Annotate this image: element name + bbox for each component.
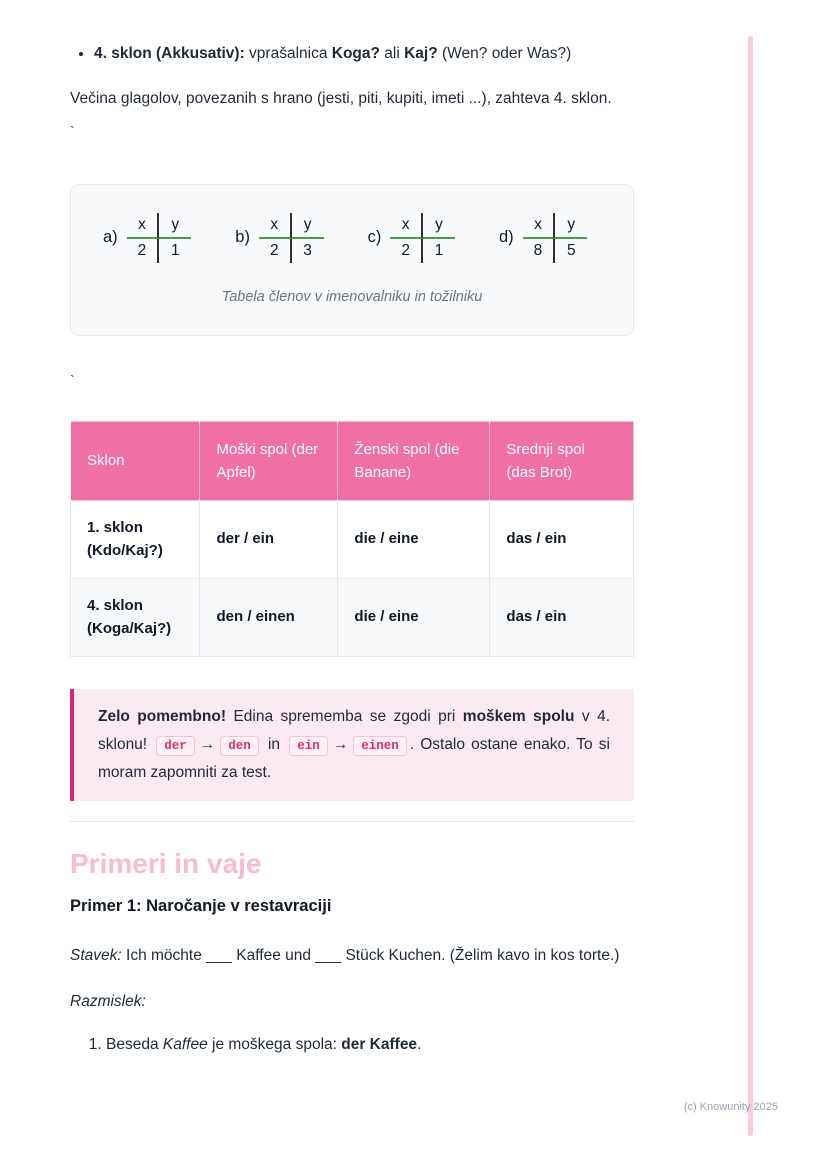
mini-table-a [103, 213, 191, 263]
table-header-row [71, 421, 634, 501]
mini-cell: 2 [390, 239, 423, 263]
sentence-label: Stavek: [70, 946, 122, 964]
mini-cell: 8 [523, 239, 556, 263]
mini-cell: 3 [303, 241, 312, 259]
section-divider [70, 821, 634, 822]
text-run: v 4. sklonu! [98, 708, 611, 753]
stray-backtick-1: ` [70, 122, 75, 139]
text-run: 4. sklon (Akkusativ): [94, 45, 245, 62]
row-label-cell: 4. sklon (Koga/Kaj?) [71, 579, 200, 657]
section-heading: Primeri in vaje [70, 847, 262, 879]
arrow-glyph: → [199, 735, 216, 753]
mini-cell: y [555, 213, 587, 239]
mini-cell: 2 [127, 239, 160, 263]
text-run: in [261, 735, 287, 753]
mini-cell: x [259, 213, 292, 239]
mini-table-b [235, 213, 323, 263]
text-run: je moškega spola: [207, 1036, 342, 1054]
intro-paragraph: Večina glagolov, povezanih s hrano (jesti, piti, kupiti, imeti ...), zahteva 4. sklon. [70, 90, 612, 108]
stray-backtick-2: ` [70, 371, 75, 388]
text-run: Koga? [331, 45, 380, 62]
mini-cell: y [159, 213, 191, 239]
copyright: (c) Knowunity 2025 [683, 1101, 778, 1113]
important-callout [70, 689, 634, 801]
mini-table-group [103, 213, 601, 263]
text-run: . Ostalo ostane enako. To si moram zapomniti za test. [98, 735, 610, 781]
text-run: (Wen? oder Was?) [437, 45, 572, 62]
code-chip-einen: einen [353, 736, 407, 756]
text-run: Beseda [106, 1036, 163, 1054]
mini-table-label: b) [235, 228, 250, 246]
text-run: moškem spolu [462, 708, 575, 725]
text-run: Zelo pomembno! [98, 708, 226, 725]
code-chip-ein: ein [289, 736, 328, 756]
reasoning-label: Razmislek: [70, 993, 146, 1011]
list-item-step-1 [106, 1033, 634, 1056]
figure-card [70, 184, 634, 336]
bullet-item-akkusativ [94, 42, 634, 65]
mini-cell: 1 [434, 241, 444, 259]
text-run: . [417, 1036, 422, 1054]
declension-table [70, 421, 634, 658]
cell-feminine: die / eine [338, 501, 490, 579]
mini-cell: x [390, 213, 423, 239]
mini-cell: 2 [259, 239, 292, 263]
table-row-accusative [71, 579, 634, 657]
figure-caption: Tabela členov v imenovalniku in tožilniku [221, 288, 483, 305]
text-run: vprašalnica [244, 45, 332, 62]
code-chip-der: der [156, 736, 195, 756]
cell-neuter: das / ein [490, 579, 634, 657]
sentence-paragraph [70, 943, 634, 969]
mini-table-c [368, 213, 455, 263]
text-run: Ich möchte ___ Kaffee und ___ Stück Kuchen. (Želim kavo in kos torte.) [121, 946, 620, 964]
text-run: der Kaffee [341, 1036, 418, 1054]
mini-table-label: c) [367, 228, 382, 246]
cell-feminine: die / eine [338, 579, 490, 657]
mini-table-grid [390, 213, 455, 263]
text-run: ali [379, 45, 405, 62]
cell-masculine: den / einen [200, 579, 338, 657]
mini-table-d [499, 213, 587, 263]
mini-table-label: d) [498, 228, 514, 246]
mini-cell: y [423, 213, 455, 239]
mini-cell: x [523, 213, 556, 239]
page-edge-strip [748, 36, 753, 1136]
example-title: Primer 1: Naročanje v restavraciji [70, 896, 332, 915]
text-run: Kaffee [162, 1036, 208, 1054]
column-header-sklon: Sklon [71, 421, 200, 501]
mini-table-label: a) [103, 228, 118, 246]
table-row-nominative [71, 501, 634, 579]
mini-cell: 1 [170, 241, 180, 259]
mini-cell: 5 [566, 241, 576, 259]
mini-cell: y [292, 213, 324, 239]
cell-neuter: das / ein [490, 501, 634, 579]
mini-cell: x [127, 213, 160, 239]
mini-table-grid [127, 213, 192, 263]
column-header-masculine: Moški spol (der Apfel) [200, 421, 338, 501]
text-run: Kaj? [404, 45, 438, 62]
mini-table-grid [523, 213, 588, 263]
reasoning-steps-list [70, 1033, 634, 1056]
arrow-glyph: → [332, 735, 349, 753]
row-label-cell: 1. sklon (Kdo/Kaj?) [71, 501, 200, 579]
column-header-feminine: Ženski spol (die Banane) [338, 421, 490, 501]
intro-bullet-list [70, 42, 634, 65]
document-content [70, 0, 634, 1056]
column-header-neuter: Srednji spol (das Brot) [490, 421, 634, 501]
text-run: Edina sprememba se zgodi pri [226, 708, 463, 725]
mini-table-grid [259, 213, 324, 263]
code-chip-den: den [220, 736, 259, 756]
cell-masculine: der / ein [200, 501, 338, 579]
